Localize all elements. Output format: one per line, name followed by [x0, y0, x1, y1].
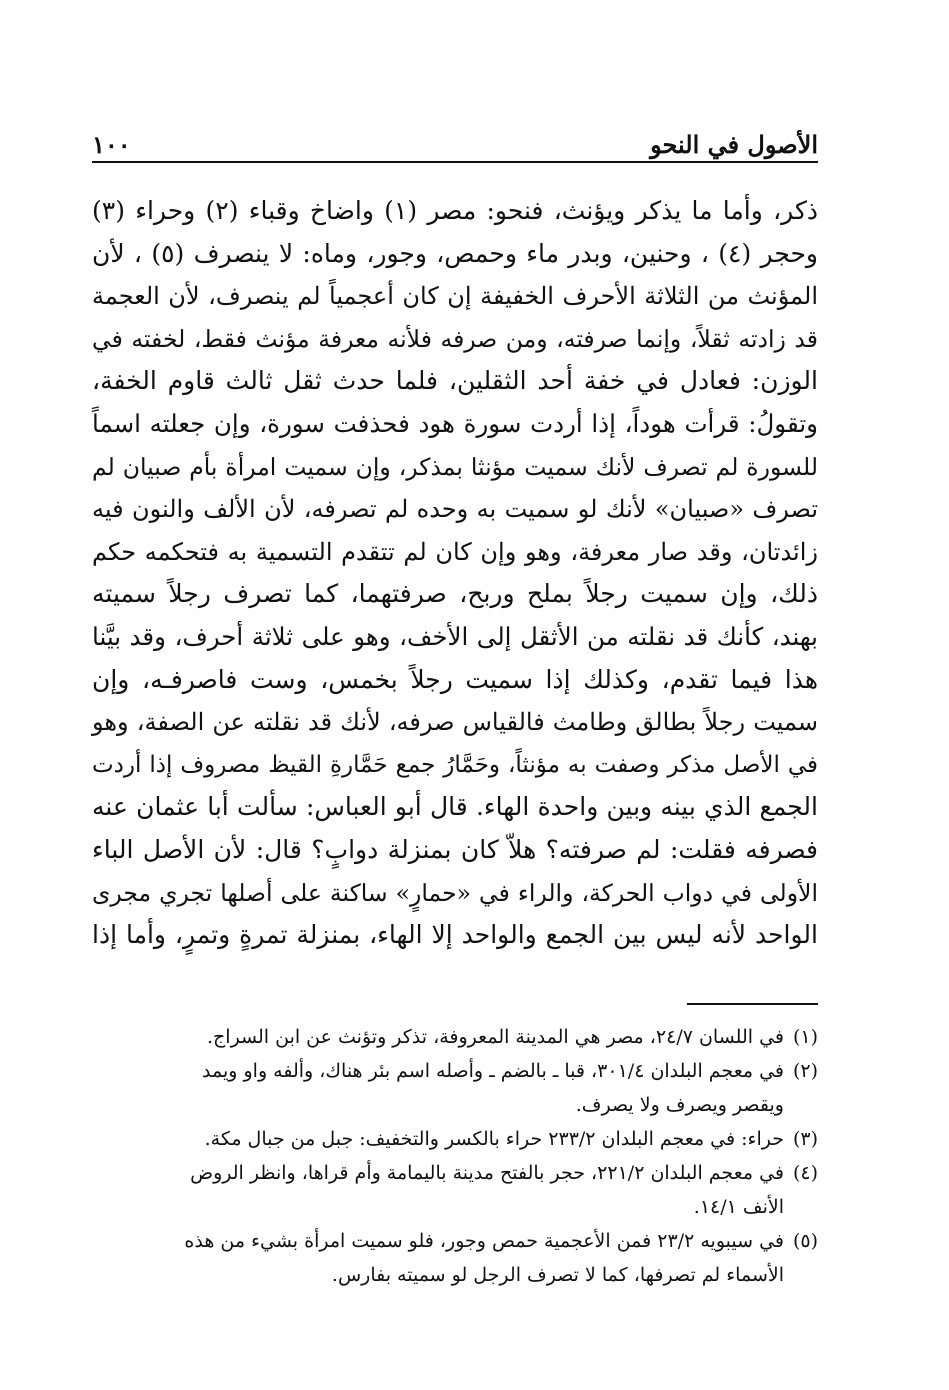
main-text [92, 190, 818, 957]
page-header [92, 126, 818, 166]
body-line: ذكر، وأما ما يذكر ويؤنث، فنحو: مصر (١) واضاخ وقباء (٢) وحراء (٣) [92, 196, 818, 225]
body-line: الواحد لأنه ليس بين الجمع والواحد إلا الهاء، بمنزلة تمرةٍ وتمرٍ، وأما إذا [92, 920, 818, 950]
footnote-marker: (٢) [792, 1060, 818, 1082]
body-line: في الأصل مذكر وصفت به مؤنثاً، وحَمَّارُ جمع حَمَّارةِ القيظ مصروف إذا أردت [92, 751, 818, 778]
running-title: الأصول في النحو [650, 130, 818, 159]
body-line: هذا فيما تقدم، وكذلك إذا سميت رجلاً بخمس، وست فاصرفـه، وإن [92, 664, 818, 694]
body-line: زائدتان، وقد صار معرفة، وهو وإن كان لم تتقدم التسمية به فتحكمه حكم [92, 537, 818, 566]
footnote-text: في اللسان ٢٤/٧، مصر هي المدينة المعروفة، تذكر وتؤنث عن ابن السراج. [206, 1026, 784, 1048]
footnote-marker: (٥) [792, 1230, 818, 1252]
footnote-marker: (١) [792, 1026, 818, 1048]
footnote-text: في معجم البلدان ٢٢١/٢، حجر بالفتح مدينة باليمامة وأم قراها، وانظر الروض [190, 1162, 784, 1184]
body-line: الأولى في دواب الحركة، والراء في «حمارٍ» ساكنة على أصلها تجري مجرى [92, 878, 818, 907]
body-line: الوزن: فعادل في خفة أحد الثقلين، فلما حدث ثقل ثالث قاوم الخفة، [92, 366, 818, 396]
footnote [92, 1122, 818, 1156]
footnote [92, 1020, 818, 1054]
body-line: سميت رجلاً بطالق وطامث فالقياس صرفه، لأنك قد نقلته عن الصفة، وهو [92, 708, 818, 737]
body-line: وحجر (٤) ، وحنين، وبدر ماء وحمص، وجور، وماه: لا ينصرف (٥) ، لأن [92, 238, 818, 268]
footnote-text: حراء: في معجم البلدان ٢٣٣/٢ حراء بالكسر والتخفيف: جبل من جبال مكة. [204, 1128, 784, 1150]
body-line: بهند، كأنك قد نقلته من الأثقل إلى الأخف، وهو على ثلاثة أحرف، وقد بيَّنا [92, 621, 818, 651]
body-line: قد زادته ثقلاً، وإنما صرفته، ومن صرفه فلأنه معرفة مؤنث فقط، لخفته في [92, 324, 818, 353]
page-number: ١٠٠ [92, 130, 131, 159]
footnote [92, 1224, 818, 1258]
footnote-continuation: ويقصر ويصرف ولا يصرف. [575, 1094, 784, 1116]
footnotes [92, 1020, 818, 1292]
body-line: فصرفه فقلت: لم صرفته؟ هلاّ كان بمنزلة دوابٍ؟ قال: لأن الأصل الباء [92, 834, 818, 864]
body-line: الجمع الذي بينه وبين واحدة الهاء. قال أبو العباس: سألت أبا عثمان عنه [92, 792, 818, 822]
footnote-text: في سيبويه ٢٣/٢ فمن الأعجمية حمص وجور، فلو سميت امرأة بشيء من هذه [184, 1230, 784, 1252]
footnote-text: في معجم البلدان ٣٠١/٤، قبا ـ بالضم ـ وأصله اسم بئر هناك، وألفه واو ويمد [202, 1060, 784, 1082]
body-line: وتقولُ: قرأت هوداً، إذا أردت سورة هود فحذفت سورة، وإن جعلته اسماً [92, 408, 818, 438]
body-line: ذلك، وإن سميت رجلاً بملح وربح، صرفتهما، كما تصرف رجلاً سميته [92, 579, 818, 609]
footnote-marker: (٤) [792, 1162, 818, 1184]
footnote-separator [687, 1003, 818, 1005]
body-line: تصرف «صبيان» لأنك لو سميت به وحده لم تصرفه، لأن الألف والنون فيه [92, 495, 818, 524]
body-line: المؤنث من الثلاثة الأحرف الخفيفة إن كان أعجمياً لم ينصرف، لأن العجمة [92, 282, 818, 311]
body-line: للسورة لم تصرف لأنك سميت مؤنثا بمذكر، وإن سميت امرأة بأم صبيان لم [92, 452, 818, 481]
header-rule [92, 161, 818, 163]
footnote-continuation: الأنف ١٤/١. [693, 1196, 784, 1218]
footnote-continuation: الأسماء لم تصرفها، كما لا تصرف الرجل لو سميته بفارس. [331, 1264, 784, 1286]
footnote [92, 1156, 818, 1190]
footnote-marker: (٣) [792, 1128, 818, 1150]
footnote [92, 1054, 818, 1088]
